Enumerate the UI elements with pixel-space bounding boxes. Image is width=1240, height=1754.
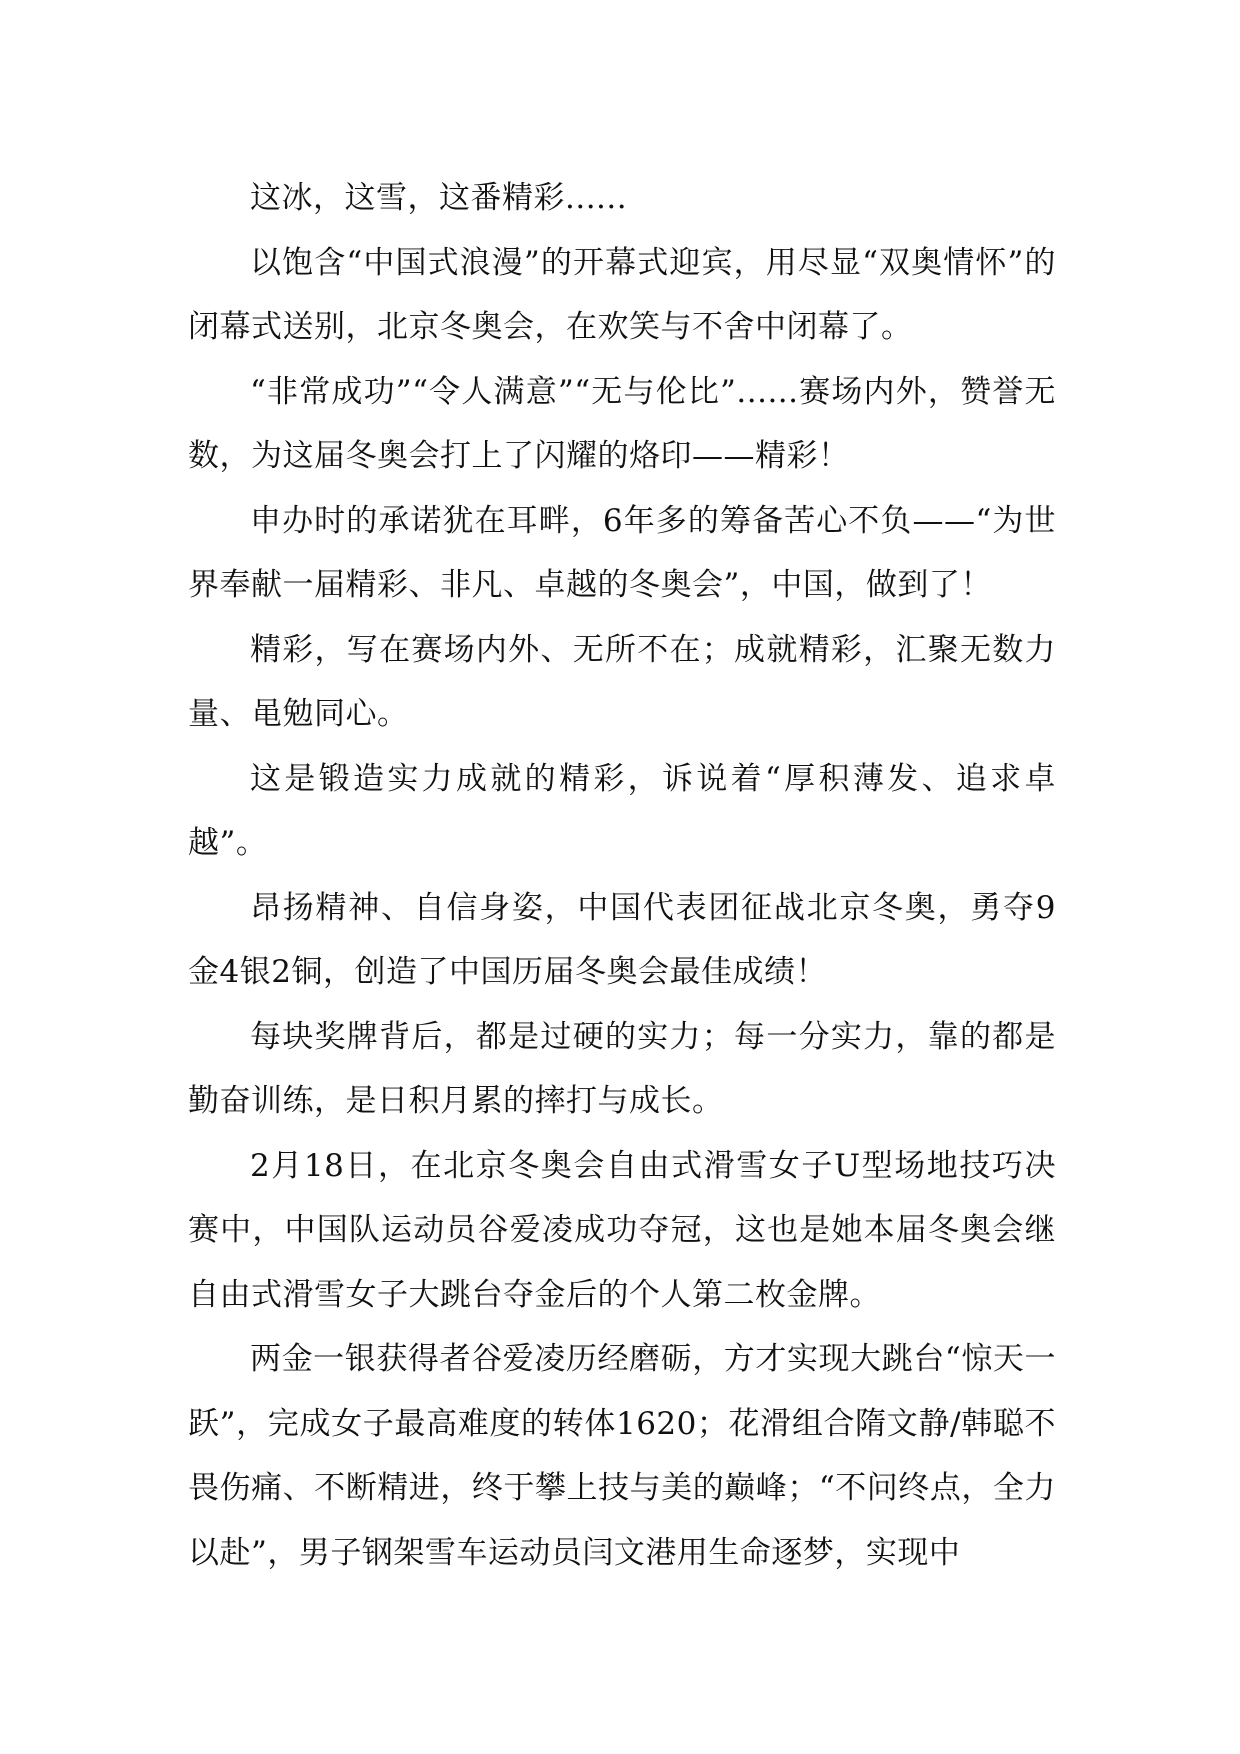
paragraph-8: 每块奖牌背后，都是过硬的实力；每一分实力，靠的都是勤奋训练，是日积月累的摔打与成长。 — [188, 1018, 1056, 1119]
paragraph-1: 这冰，这雪，这番精彩...... — [250, 180, 628, 216]
paragraph-7: 昂扬精神、自信身姿，中国代表团征战北京冬奥，勇夺9金4银2铜，创造了中国历届冬奥会最佳成绩！ — [188, 889, 1056, 990]
paragraph-10: 两金一银获得者谷爱凌历经磨砺，方才实现大跳台“惊天一跃”，完成女子最高难度的转体1620；花滑组合隋文静/韩聪不畏伤痛、不断精进，终于攀上技与美的巅峰；“不问终点，全力以赴”，男子钢架雪车运动员闫文港用生命逐梦，实现中 — [188, 1341, 1056, 1571]
paragraph-4: 申办时的承诺犹在耳畔，6年多的筹备苦心不负——“为世界奉献一届精彩、非凡、卓越的冬奥会”，中国，做到了！ — [188, 502, 1056, 603]
body-text — [188, 166, 1056, 1585]
paragraph-3: “非常成功”“令人满意”“无与伦比”......赛场内外，赞誉无数，为这届冬奥会打上了闪耀的烙印——精彩！ — [188, 373, 1056, 474]
paragraph-6: 这是锻造实力成就的精彩，诉说着“厚积薄发、追求卓越”。 — [188, 760, 1056, 861]
paragraph-5: 精彩，写在赛场内外、无所不在；成就精彩，汇聚无数力量、黾勉同心。 — [188, 631, 1056, 732]
paragraph-9: 2月18日，在北京冬奥会自由式滑雪女子U型场地技巧决赛中，中国队运动员谷爱凌成功夺冠，这也是她本届冬奥会继自由式滑雪女子大跳台夺金后的个人第二枚金牌。 — [188, 1147, 1056, 1313]
paragraph-2: 以饱含“中国式浪漫”的开幕式迎宾，用尽显“双奥情怀”的闭幕式送别，北京冬奥会，在欢笑与不舍中闭幕了。 — [188, 244, 1056, 345]
